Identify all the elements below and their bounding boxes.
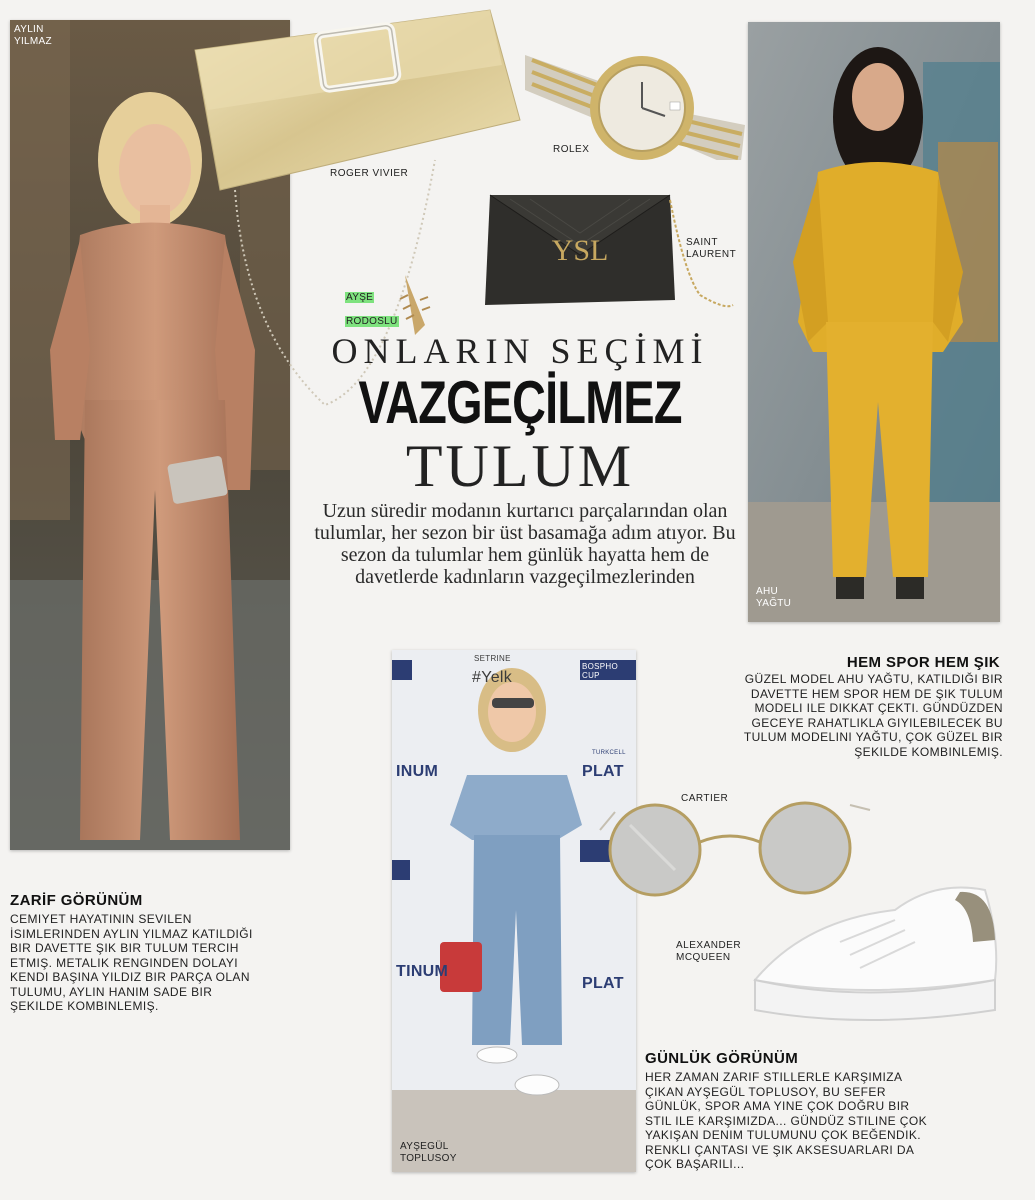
section-body-hem: GÜZEL MODEL AHU YAĞTU, KATILDIĞI BIR DAVETTE HEM SPOR HEM DE ŞIK TULUM MODELI ILE DIKKAT ÇEKTI. GÜNDÜZDEN GECEYE RAHATLIKLA GIYILEBILECEK BU TULUM MODELINI YAĞTU, ÇOK GÜZEL BIR ŞEKILDE KOMBINLEMIŞ. (743, 672, 1003, 759)
photo-aysegul-toplusoy (392, 650, 636, 1172)
credit-ayse-rodoslu (345, 280, 399, 328)
brand-roger-vivier: ROGER VIVIER (330, 168, 409, 179)
intro-paragraph: Uzun süredir modanın kurtarıcı parçalarından olan tulumlar, her sezon bir üst basamağa adım atıyor. Bu sezon da tulumlar hem günlük hayatta hem de davetlerde kadınların vazgeçilmezlerinden (314, 500, 736, 588)
backdrop-sign-turkcell: TURKCELL (592, 750, 626, 756)
photo-ahu-yagtu (748, 22, 1000, 622)
page-kicker: ONLARIN SEÇİMİ (331, 331, 709, 371)
page-subhead: TULUM (405, 433, 635, 499)
aysegul-toplusoy-image (392, 650, 636, 1172)
backdrop-sign-yelk: #Yelk (472, 669, 513, 686)
backdrop-sign-plat-2: PLAT (582, 975, 624, 992)
credit-aysegul-toplusoy: AYŞEGÜL TOPLUSOY (400, 1141, 457, 1164)
rolex-watch (520, 30, 750, 160)
section-title-hem: HEM SPOR HEM ŞIK (846, 654, 1000, 671)
ahu-yagtu-image (748, 22, 1000, 622)
roger-vivier-clutch (190, 5, 525, 195)
backdrop-sign-setrine: SETRINE (474, 654, 511, 663)
brand-rolex: ROLEX (553, 144, 590, 155)
credit-ahu-yagtu: AHU YAĞTU (756, 586, 792, 609)
brand-cartier: CARTIER (681, 793, 729, 804)
mcqueen-sneaker (745, 880, 1005, 1030)
section-title-gunluk: GÜNLÜK GÖRÜNÜM (645, 1050, 799, 1067)
backdrop-sign-plat: PLAT (582, 763, 624, 780)
brand-saint-laurent: SAINT LAURENT (686, 237, 737, 260)
credit-ayse-line1: AYŞE (346, 292, 374, 303)
backdrop-sign-inum: INUM (396, 763, 439, 780)
section-body-zarif: CEMIYET HAYATININ SEVILEN İSIMLERINDEN AYLIN YILMAZ KATILDIĞI BIR DAVETTE ŞIK BIR TULUM TERCIH ETMIŞ. METALIK RENGINDEN DOLAYI KENDI BAŞINA YILDIZ BIR PARÇA OLAN TULUMU, AYLIN HANIM SADE BIR ŞEKILDE KOMBINLEMIŞ. (10, 912, 253, 1013)
backdrop-sign-bospho: BOSPHO CUP (582, 662, 619, 680)
credit-aylin-yilmaz: AYLIN YILMAZ (14, 24, 52, 47)
backdrop-sign-tinum: TINUM (396, 963, 449, 980)
page-headline: VAZGEÇİLMEZ (358, 369, 682, 436)
credit-ayse-line2: RODOSLU (346, 316, 398, 327)
section-body-gunluk: HER ZAMAN ZARIF STILLERLE KARŞIMIZA ÇIKAN AYŞEGÜL TOPLUSOY, BU SEFER GÜNLÜK, SPOR AMA YINE ÇOK DOĞRU BIR STIL ILE KARŞIMIZDA... GÜNDÜZ STILINE ÇOK YAKIŞAN DENIM TULUMUNU ÇOK BEĞENDIK. RENKLI ÇANTASI VE ŞIK AKSESUARLARI DA ÇOK BAŞARILI... (645, 1070, 927, 1171)
svg-text:YSL: YSL (551, 234, 609, 267)
brand-alexander-mcqueen: ALEXANDER MCQUEEN (676, 940, 742, 963)
section-title-zarif: ZARİF GÖRÜNÜM (10, 892, 143, 909)
